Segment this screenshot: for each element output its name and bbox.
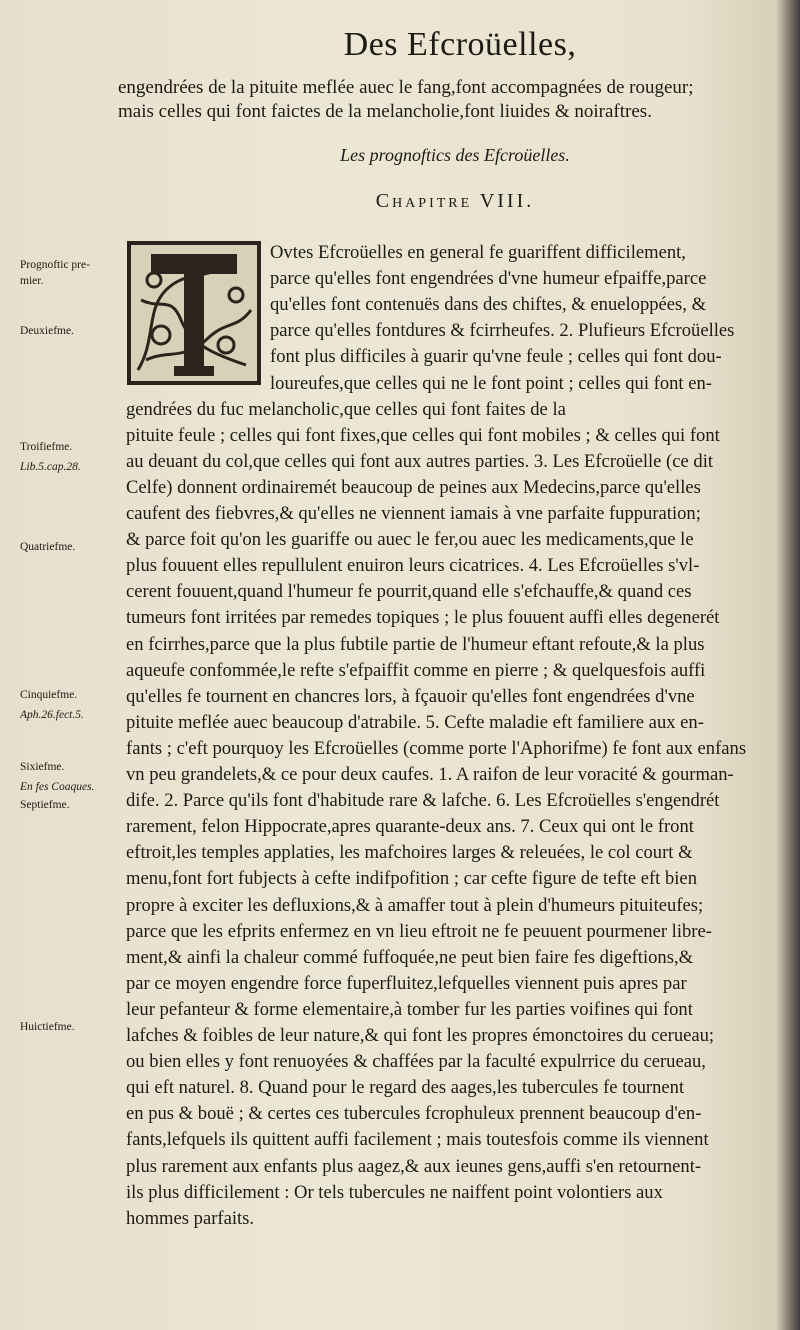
- body-line: dife. 2. Parce qu'ils font d'habitude rare & lafche. 6. Les Efcroüelles s'engendrét: [126, 790, 720, 812]
- body-line: hommes parfaits.: [126, 1207, 255, 1229]
- margin-note: Troifiefme.: [20, 441, 73, 453]
- body-line: qu'elles fe tournent en chancres lors, à fçauoir qu'elles font engendrées d'vne: [126, 685, 695, 707]
- body-line: en fcirrhes,parce que la plus fubtile partie de l'humeur eftant refoute,& la plus: [126, 633, 705, 655]
- running-head: Des Efcroüelles,: [343, 26, 577, 63]
- body-line: cerent fouuent,quand l'humeur fe pourrit,quand elle s'efchauffe,& quand ces: [126, 581, 692, 603]
- margin-note: Prognoftic pre-: [20, 259, 90, 271]
- body-line: ils plus difficilement : Or tels tubercules ne naiffent point volontiers aux: [126, 1181, 663, 1203]
- body-line: qui eft naturel. 8. Quand pour le regard des aages,les tubercules fe tournent: [126, 1077, 685, 1099]
- body-line: fants ; c'eft pourquoy les Efcroüelles (comme porte l'Aphorifme) fe font aux enfans: [126, 737, 747, 759]
- body-line: caufent des fiebvres,& qu'elles ne viennent iamais à vne parfaite fuppuration;: [126, 503, 701, 524]
- body-line: eftroit,les temples applaties, les mafchoires larges & releuées, le col court &: [126, 842, 693, 864]
- margin-note: En fes Coaques.: [20, 781, 95, 793]
- body-line: aqueufe confommée,le refte s'efpaiffit comme en pierre ; & quelquesfois auffi: [126, 659, 706, 681]
- margin-note: Quatriefme.: [20, 541, 76, 553]
- margin-note: Sixiefme.: [20, 761, 65, 773]
- body-line: Celfe) donnent ordinairemét beaucoup de peines aux Medecins,parce qu'elles: [126, 476, 701, 498]
- body-line: qu'elles font contenuës dans des chiftes, & enueloppées, &: [270, 294, 707, 316]
- body-line: parce qu'elles font engendrées d'vne humeur efpaiffe,parce: [270, 268, 707, 290]
- body-line: plus rarement aux enfants plus aagez,& aux ieunes gens,auffi s'en retournent-: [126, 1155, 702, 1177]
- body-line: vn peu grandelets,& ce pour deux caufes. 1. A raifon de leur voracité & gourman-: [126, 764, 734, 785]
- body-line: ment,& ainfi la chaleur commé fuffoquée,ne peut bien faire fes digeftions,&: [126, 946, 694, 968]
- section-title: Les prognoftics des Efcroüelles.: [340, 145, 570, 165]
- margin-note: Septiefme.: [20, 799, 70, 811]
- ornamental-initial-t-icon: [126, 240, 262, 386]
- body-line: parce qu'elles fontdures & fcirrheufes. 2. Plufieurs Efcroüelles: [270, 320, 735, 342]
- margin-note: Lib.5.cap.28.: [20, 461, 81, 473]
- body-line: tumeurs font irritées par remedes topiques ; le plus fouuent auffi elles degenerét: [126, 607, 720, 629]
- body-line: pituite meflée auec beaucoup d'atrabile. 5. Cefte maladie eft familiere aux en-: [126, 711, 704, 733]
- body-line: loureufes,que celles qui ne le font point ; celles qui font en-: [270, 372, 712, 394]
- body-line: menu,font fort fubjects à cefte indifpofition ; car cefte figure de tefte eft bien: [126, 868, 697, 890]
- chapter-title: Chapitre VIII.: [375, 190, 535, 212]
- body-line: gendrées du fuc melancholic,que celles qui font faites de la: [126, 398, 566, 420]
- margin-note: Aph.26.fect.5.: [20, 709, 84, 721]
- body-line: parce que les efprits enfermez en vn lieu eftroit ne fe peuuent pourmener libre-: [126, 920, 712, 942]
- intro-line: engendrées de la pituite meflée auec le fang,font accompagnées de rougeur;: [118, 77, 694, 98]
- margin-note: Deuxiefme.: [20, 325, 74, 337]
- margin-note: Huictiefme.: [20, 1021, 75, 1033]
- body-line: font plus difficiles à guarir qu'vne feule ; celles qui font dou-: [270, 346, 722, 368]
- body-line: ou bien elles y font renuoyées & chaffées par la faculté expulrrice du cerueau,: [126, 1051, 706, 1073]
- body-line: propre à exciter les defluxions,& à amaffer tout à plein d'humeurs pituiteufes;: [126, 894, 704, 916]
- body-line: lafches & foibles de leur nature,& qui font les propres émonctoires du cerueau;: [126, 1025, 715, 1046]
- body-line: Ovtes Efcroüelles en general fe guariffent difficilement,: [270, 242, 686, 263]
- margin-note: mier.: [20, 275, 44, 287]
- body-line: fants,lefquels ils quittent auffi facilement ; mais toutesfois comme ils viennent: [126, 1129, 709, 1151]
- body-line: par ce moyen engendre force fuperfluitez,lefquelles viennent puis apres par: [126, 972, 687, 994]
- body-line: & parce foit qu'on les guariffe ou auec le fer,ou auec les medicaments,que le: [126, 529, 694, 551]
- margin-note: Cinquiefme.: [20, 689, 78, 701]
- body-line: en pus & bouë ; & certes ces tubercules fcrophuleux prennent beaucoup d'en-: [126, 1103, 702, 1125]
- body-line: rarement, felon Hippocrate,apres quarante-deux ans. 7. Ceux qui ont le front: [126, 816, 694, 838]
- intro-line: mais celles qui font faictes de la melancholie,font liuides & noiraftres.: [118, 101, 652, 122]
- body-line: leur pefanteur & forme elementaire,à tomber fur les parties voifines qui font: [126, 998, 693, 1020]
- body-line: au deuant du col,que celles qui font aux autres parties. 3. Les Efcroüelle (ce dit: [126, 450, 714, 472]
- body-line: pituite feule ; celles qui font fixes,que celles qui font mobiles ; & celles qui font: [126, 424, 720, 446]
- body-line: plus fouuent elles repullulent enuiron leurs cicatrices. 4. Les Efcroüelles s'vl-: [126, 555, 700, 577]
